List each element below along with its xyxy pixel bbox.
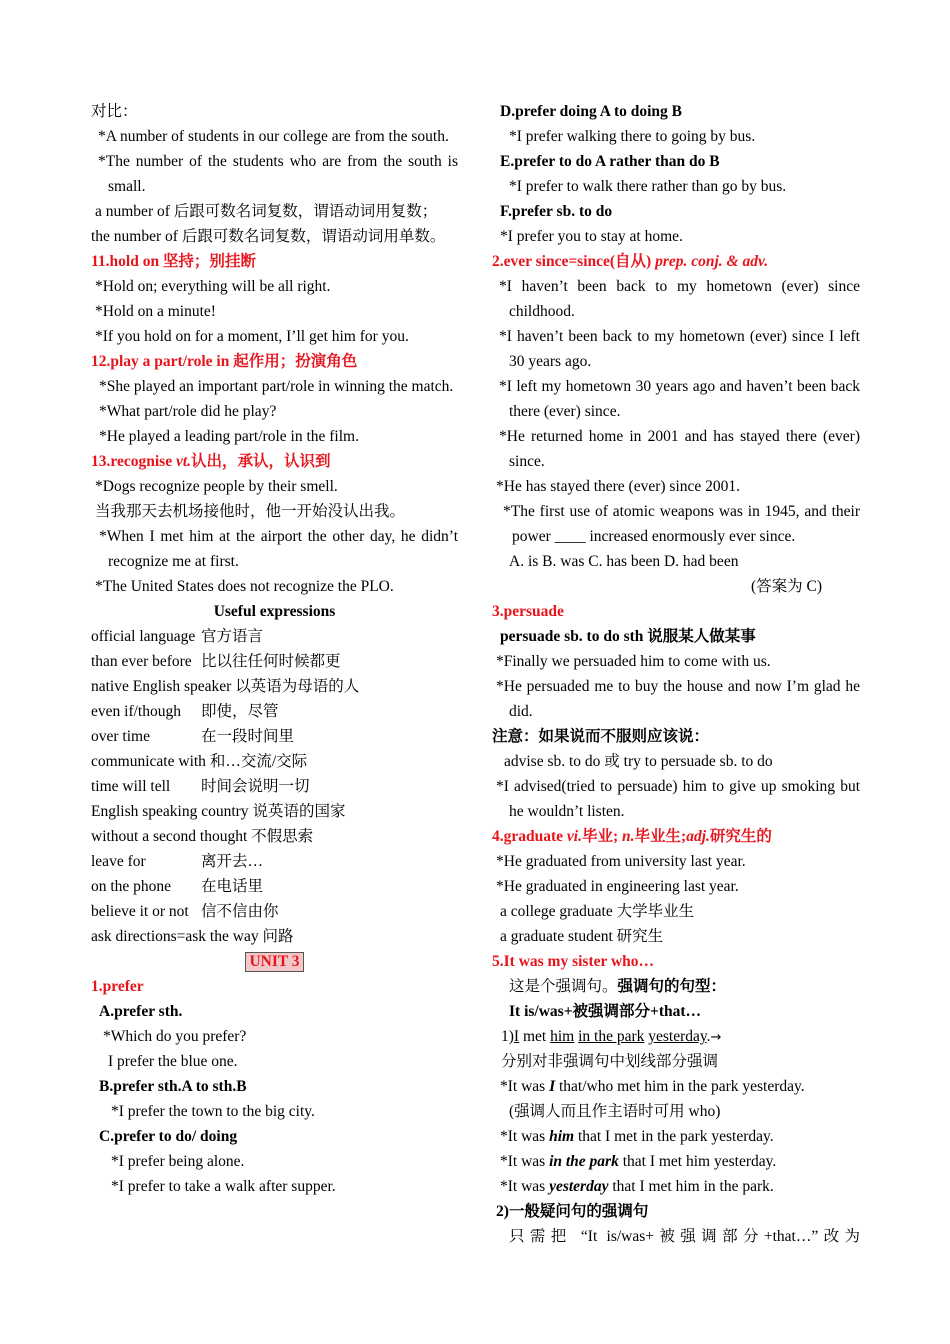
- underlined-part: in the park: [578, 1028, 645, 1045]
- chinese-prompt: 当我那天去机场接他时，他一开始没认出我。: [95, 503, 406, 520]
- example-block: [492, 274, 860, 324]
- expression-row: [91, 849, 458, 874]
- example-line: a college graduate 大学毕业生: [500, 903, 695, 920]
- example-text: *I left my hometown 30 years ago and haven’t been back there (ever) since.: [499, 378, 860, 420]
- expression-chinese: 说英语的国家: [252, 803, 346, 820]
- example-line: *What part/role did he play?: [99, 403, 277, 420]
- expression-chinese: 信不信由你: [201, 903, 279, 920]
- example-line: [492, 1174, 860, 1199]
- heading-hold-on: 11.hold on 坚持；别挂断: [91, 253, 256, 270]
- example-line: *I prefer the town to the big city.: [111, 1103, 315, 1120]
- heading-graduate: [492, 824, 860, 849]
- example-text: *I haven’t been back to my hometown (ever) since childhood.: [499, 278, 860, 320]
- heading-text: 研究生的: [709, 828, 772, 845]
- example-line: *Hold on a minute!: [95, 303, 216, 320]
- example-text: *He returned home in 2001 and has stayed there (ever) since.: [499, 428, 860, 470]
- example-line: *He has stayed there (ever) since 2001.: [496, 478, 741, 495]
- subheading: persuade sb. to do sth 说服某人做某事: [500, 628, 756, 645]
- expression-english: on the phone: [91, 878, 172, 895]
- underlined-part: I: [513, 1028, 520, 1045]
- heading-text: 认出，承认，认识到: [191, 453, 331, 470]
- sentence-part: .: [706, 1028, 711, 1045]
- sentence-part: *It was: [500, 1178, 550, 1195]
- expression-row: [91, 899, 458, 924]
- unit-3-heading: [91, 949, 458, 974]
- example-line: *He graduated in engineering last year.: [496, 878, 739, 895]
- note-label: 注意：如果说而不服则应该说：: [492, 728, 710, 745]
- heading-text: 4.graduate: [492, 828, 567, 845]
- example-text: *She played an important part/role in winning the match.: [99, 378, 454, 395]
- sample-sentence: [492, 1024, 860, 1049]
- example-line: a graduate student 研究生: [500, 928, 664, 945]
- heading-prefer: 1.prefer: [91, 978, 144, 995]
- subheading: E.prefer to do A rather than do B: [500, 153, 720, 170]
- underlined-part: him: [550, 1028, 575, 1045]
- example-block: [492, 324, 860, 374]
- example-text: *I haven’t been back to my hometown (ever) since I left 30 years ago.: [499, 328, 860, 370]
- subheading: C.prefer to do/ doing: [99, 1128, 238, 1145]
- sentence-part: that I met in the park yesterday.: [574, 1128, 774, 1145]
- subheading: F.prefer sb. to do: [500, 203, 613, 220]
- example-line: *Finally we persuaded him to come with us.: [496, 653, 771, 670]
- useful-expressions-title: Useful expressions: [213, 603, 336, 620]
- expression-chinese: 在一段时间里: [201, 728, 295, 745]
- example-text: *When I met him at the airport the other day, he didn’t recognize me at first.: [99, 528, 458, 570]
- example-line: *Hold on; everything will be all right.: [95, 278, 331, 295]
- example-line: *Which do you prefer?: [103, 1028, 247, 1045]
- left-column: [91, 99, 458, 1199]
- expression-chinese: 即使，尽管: [201, 703, 279, 720]
- expression-chinese: 以英语为母语的人: [235, 678, 360, 695]
- example-line: *The United States does not recognize the PLO.: [95, 578, 394, 595]
- description-text: 这是个强调句。: [509, 978, 618, 995]
- example-line: *Dogs recognize people by their smell.: [95, 478, 338, 495]
- expression-english: than ever before: [91, 653, 192, 670]
- example-line: *I prefer to take a walk after supper.: [111, 1178, 336, 1195]
- sentence-part: met: [519, 1028, 551, 1045]
- exercise-question: [492, 499, 860, 549]
- expression-row: [91, 624, 458, 649]
- expression-english: official language: [91, 628, 196, 645]
- subheading: D.prefer doing A to doing B: [500, 103, 683, 120]
- underlined-part: yesterday: [648, 1028, 707, 1045]
- description: 只需把 “It is/was+被强调部分+that…”改为: [509, 1228, 860, 1245]
- expression-row: [91, 924, 458, 949]
- emphasis: I: [549, 1078, 556, 1095]
- arrow-icon: →: [710, 1030, 722, 1045]
- pos-tag: adj.: [686, 828, 710, 845]
- exercise-answer: (答案为 C): [751, 578, 823, 595]
- expression-chinese: 问路: [262, 928, 294, 945]
- heading-text: 13.recognise: [91, 453, 176, 470]
- example-line: *I prefer being alone.: [111, 1153, 245, 1170]
- expression-chinese: 不假思索: [251, 828, 314, 845]
- expression-row: [91, 724, 458, 749]
- rule-a-number: a number of 后跟可数名词复数，谓语动词用复数；: [95, 203, 438, 220]
- expression-english: believe it or not: [91, 903, 189, 920]
- expression-row: [91, 824, 458, 849]
- expression-row: [91, 699, 458, 724]
- emphasis: him: [549, 1128, 575, 1145]
- expression-english: native English speaker: [91, 678, 232, 695]
- example-line: *He played a leading part/role in the film.: [99, 428, 359, 445]
- example-block: [91, 524, 458, 574]
- expression-row: [91, 774, 458, 799]
- example-line: *I prefer you to stay at home.: [500, 228, 683, 245]
- subheading: A.prefer sth.: [99, 1003, 183, 1020]
- expression-row: [91, 674, 458, 699]
- example-line: *He graduated from university last year.: [496, 853, 746, 870]
- example-block: [91, 374, 458, 399]
- example-line: *If you hold on for a moment, I’ll get him for you.: [95, 328, 409, 345]
- pos-tag: n.: [622, 828, 635, 845]
- example-text: *I advised(tried to persuade) him to give up smoking but he wouldn’t listen.: [496, 778, 860, 820]
- pos-tag: vt.: [175, 453, 192, 470]
- sentence-part: *It was: [500, 1153, 550, 1170]
- expression-english: ask directions=ask the way: [91, 928, 259, 945]
- example-text: *The number of the students who are from the south is small.: [98, 153, 458, 195]
- sentence-part: *It was: [500, 1128, 550, 1145]
- example-line: [492, 1124, 860, 1149]
- emphasis: yesterday: [549, 1178, 609, 1195]
- heading-text: 2.ever since=since(自从): [492, 253, 656, 270]
- example-line: *I prefer walking there to going by bus.: [509, 128, 756, 145]
- expression-english: time will tell: [91, 778, 171, 795]
- example-line: [492, 1149, 860, 1174]
- heading-it-was: 5.It was my sister who…: [492, 953, 655, 970]
- example-line: I prefer the blue one.: [108, 1053, 238, 1070]
- example-text: *He persuaded me to buy the house and now I’m glad he did.: [496, 678, 860, 720]
- sentence-part: that I met him yesterday.: [618, 1153, 777, 1170]
- sentence-part: *It was: [500, 1078, 550, 1095]
- example-the-number: [91, 149, 458, 199]
- expression-english: without a second thought: [91, 828, 248, 845]
- note-text: advise sb. to do 或 try to persuade sb. to do: [504, 753, 773, 770]
- right-column: [492, 99, 860, 1249]
- expression-chinese: 离开去…: [201, 853, 264, 870]
- sentence-part: that I met him in the park.: [608, 1178, 774, 1195]
- expression-row: [91, 799, 458, 824]
- heading-ever-since: [492, 249, 860, 274]
- expression-chinese: 官方语言: [201, 628, 264, 645]
- pos-tag: vi.: [566, 828, 582, 845]
- unit-3-badge: UNIT 3: [245, 952, 303, 972]
- heading-persuade: 3.persuade: [492, 603, 564, 620]
- heading-text: 毕业;: [581, 828, 623, 845]
- expression-row: [91, 874, 458, 899]
- example-a-number: [91, 124, 458, 149]
- description: [492, 974, 860, 999]
- example-block: [492, 374, 860, 424]
- expression-english: communicate with: [91, 753, 206, 770]
- description: 分别对非强调句中划线部分强调: [501, 1053, 719, 1070]
- example-block: [492, 774, 860, 824]
- expression-chinese: 比以往任何时候都更: [201, 653, 341, 670]
- expression-chinese: 在电话里: [201, 878, 264, 895]
- expression-row: [91, 749, 458, 774]
- expression-row: [91, 649, 458, 674]
- example-block: [492, 674, 860, 724]
- note-text: (强调人而且作主语时可用 who): [509, 1103, 721, 1120]
- expression-english: English speaking country: [91, 803, 249, 820]
- heading-play-a-part: 12.play a part/role in 起作用；扮演角色: [91, 353, 358, 370]
- heading-recognise: [91, 449, 458, 474]
- question-text: *The first use of atomic weapons was in 1945, and their power ____ increased enormously ever since.: [503, 503, 860, 545]
- expression-english: even if/though: [91, 703, 181, 720]
- expression-english: leave for: [91, 853, 146, 870]
- description-bold: 强调句的句型：: [617, 978, 727, 995]
- expressions-list: [91, 624, 458, 949]
- sentence-part: 1): [501, 1028, 514, 1045]
- expression-english: over time: [91, 728, 150, 745]
- example-text: *A number of students in our college are from the south.: [98, 128, 449, 145]
- subheading: B.prefer sth.A to sth.B: [99, 1078, 247, 1095]
- expression-chinese: 时间会说明一切: [201, 778, 310, 795]
- example-line: *I prefer to walk there rather than go by bus.: [509, 178, 787, 195]
- heading-text: 毕业生;: [634, 828, 687, 845]
- example-line: [492, 1074, 860, 1099]
- exercise-options: A. is B. was C. has been D. had been: [509, 553, 739, 570]
- rule-the-number: the number of 后跟可数名词复数，谓语动词用单数。: [91, 228, 446, 245]
- sentence-part: that/who met him in the park yesterday.: [555, 1078, 805, 1095]
- compare-label: 对比：: [91, 103, 138, 120]
- emphasis: in the park: [549, 1153, 619, 1170]
- subheading: 2)一般疑问句的强调句: [496, 1203, 649, 1220]
- expression-chinese: 和…交流/交际: [209, 753, 308, 770]
- example-block: [492, 424, 860, 474]
- pattern: It is/was+被强调部分+that…: [509, 1003, 702, 1020]
- pos-tag: prep. conj. & adv.: [655, 253, 769, 270]
